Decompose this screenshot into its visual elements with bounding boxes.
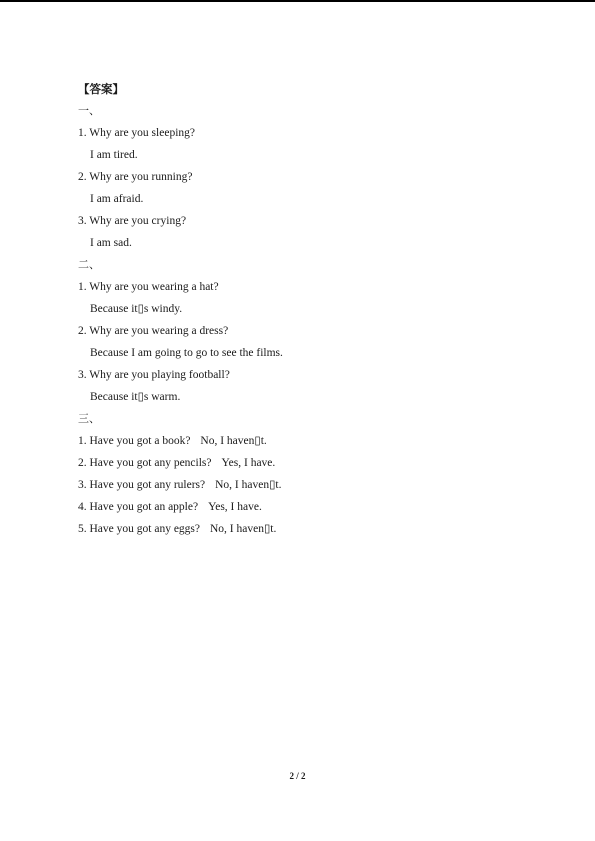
section-1-label: 一、 (78, 104, 100, 117)
section-2-answer-2: Because I am going to go to see the films. (90, 347, 283, 359)
section-1-question-1: 1. Why are you sleeping? (78, 127, 195, 139)
section-2-question-1: 1. Why are you wearing a hat? (78, 281, 219, 293)
top-border-line (0, 0, 595, 2)
section-3-answer-1: No, I haven▯t. (200, 435, 267, 447)
section-3-item-3 (78, 474, 538, 496)
section-1-answer-2: I am afraid. (90, 193, 144, 205)
section-3-item-4 (78, 496, 538, 518)
section-3-question-3: 3. Have you got any rulers? (78, 479, 206, 491)
section-3-answer-2: Yes, I have. (221, 457, 276, 469)
section-3-item-1 (78, 430, 538, 452)
page-number: 2 / 2 (289, 771, 306, 781)
section-3-answer-3: No, I haven▯t. (215, 479, 282, 491)
answer-heading: 【答案】 (78, 82, 124, 96)
section-2-answer-3: Because it▯s warm. (90, 391, 181, 403)
section-1-question-3: 3. Why are you crying? (78, 215, 187, 227)
section-2-label: 二、 (78, 258, 100, 271)
section-3-answer-5: No, I haven▯t. (210, 523, 277, 535)
answer-key (78, 78, 538, 540)
section-3-label: 三、 (78, 412, 100, 425)
section-2-answer-1: Because it▯s windy. (90, 303, 183, 315)
section-3-question-5: 5. Have you got any eggs? (78, 523, 200, 535)
section-3-item-2 (78, 452, 538, 474)
section-2-question-2: 2. Why are you wearing a dress? (78, 325, 229, 337)
section-3-answer-4: Yes, I have. (208, 501, 262, 513)
section-3-item-5 (78, 518, 538, 540)
section-3-question-2: 2. Have you got any pencils? (78, 457, 212, 469)
section-3-question-1: 1. Have you got a book? (78, 435, 191, 447)
section-3-question-4: 4. Have you got an apple? (78, 501, 199, 513)
section-1-question-2: 2. Why are you running? (78, 171, 193, 183)
section-1-answer-1: I am tired. (90, 149, 138, 161)
section-1-answer-3: I am sad. (90, 237, 132, 249)
section-2-question-3: 3. Why are you playing football? (78, 369, 230, 381)
